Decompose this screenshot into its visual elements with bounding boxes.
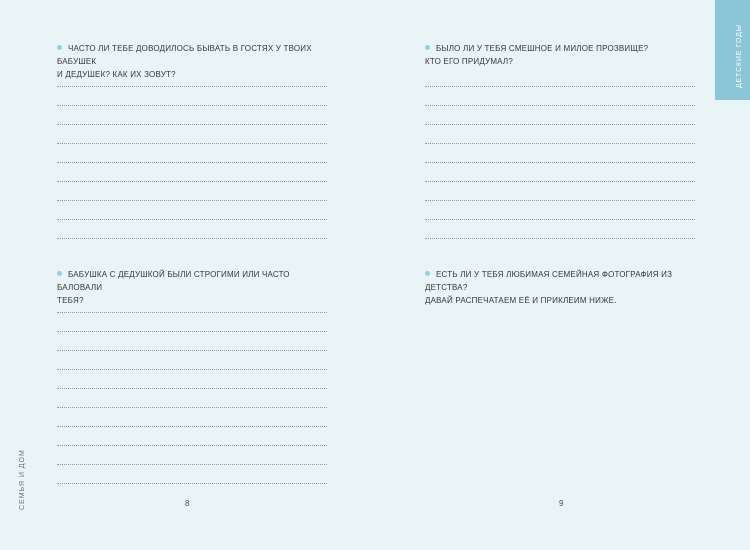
answer-line[interactable] [57,388,327,389]
answer-line[interactable] [57,331,327,332]
question-line: ДАВАЙ РАСПЕЧАТАЕМ ЕЁ И ПРИКЛЕИМ НИЖЕ. [425,296,617,305]
answer-line[interactable] [57,181,327,182]
answer-line[interactable] [57,105,327,106]
answer-line[interactable] [425,162,695,163]
answer-line[interactable] [57,483,327,484]
answer-line[interactable] [425,238,695,239]
question-line: И ДЕДУШЕК? КАК ИХ ЗОВУТ? [57,70,176,79]
bullet-icon [57,45,62,50]
question-line: БАБУШКА С ДЕДУШКОЙ БЫЛИ СТРОГИМИ ИЛИ ЧАСТО БАЛОВАЛИ [57,270,290,292]
answer-line[interactable] [57,426,327,427]
page-number: 9 [559,499,564,508]
answer-line[interactable] [425,105,695,106]
answer-line[interactable] [425,124,695,125]
answer-line[interactable] [57,238,327,239]
question-strict-or-spoiling [57,268,337,307]
answer-line[interactable] [57,464,327,465]
answer-line[interactable] [425,181,695,182]
answer-line[interactable] [57,124,327,125]
question-line: БЫЛО ЛИ У ТЕБЯ СМЕШНОЕ И МИЛОЕ ПРОЗВИЩЕ? [436,44,649,53]
section-side-label: СЕМЬЯ И ДОМ [19,449,26,510]
question-nickname [425,42,705,68]
question-line: ТЕБЯ? [57,296,84,305]
answer-line[interactable] [57,445,327,446]
answer-line[interactable] [57,162,327,163]
answer-line[interactable] [57,369,327,370]
photo-paste-area[interactable] [425,300,695,490]
bullet-icon [425,271,430,276]
answer-line[interactable] [57,219,327,220]
answer-lines [425,86,695,246]
answer-lines [57,86,327,246]
chapter-tab-label: ДЕТСКИЕ ГОДЫ [736,24,743,88]
answer-line[interactable] [425,219,695,220]
answer-line[interactable] [425,86,695,87]
answer-line[interactable] [57,86,327,87]
question-grandparents-visits [57,42,337,81]
right-page [375,0,750,550]
answer-lines [57,312,327,492]
answer-line[interactable] [57,200,327,201]
question-line: КТО ЕГО ПРИДУМАЛ? [425,57,513,66]
question-line: ЕСТЬ ЛИ У ТЕБЯ ЛЮБИМАЯ СЕМЕЙНАЯ ФОТОГРАФИЯ ИЗ ДЕТСТВА? [425,270,673,292]
bullet-icon [57,271,62,276]
answer-line[interactable] [57,407,327,408]
page-number: 8 [185,499,190,508]
answer-line[interactable] [57,350,327,351]
chapter-tab [715,0,750,100]
answer-line[interactable] [425,200,695,201]
answer-line[interactable] [57,143,327,144]
question-line: ЧАСТО ЛИ ТЕБЕ ДОВОДИЛОСЬ БЫВАТЬ В ГОСТЯХ У ТВОИХ БАБУШЕК [57,44,312,66]
bullet-icon [425,45,430,50]
answer-line[interactable] [57,312,327,313]
answer-line[interactable] [425,143,695,144]
